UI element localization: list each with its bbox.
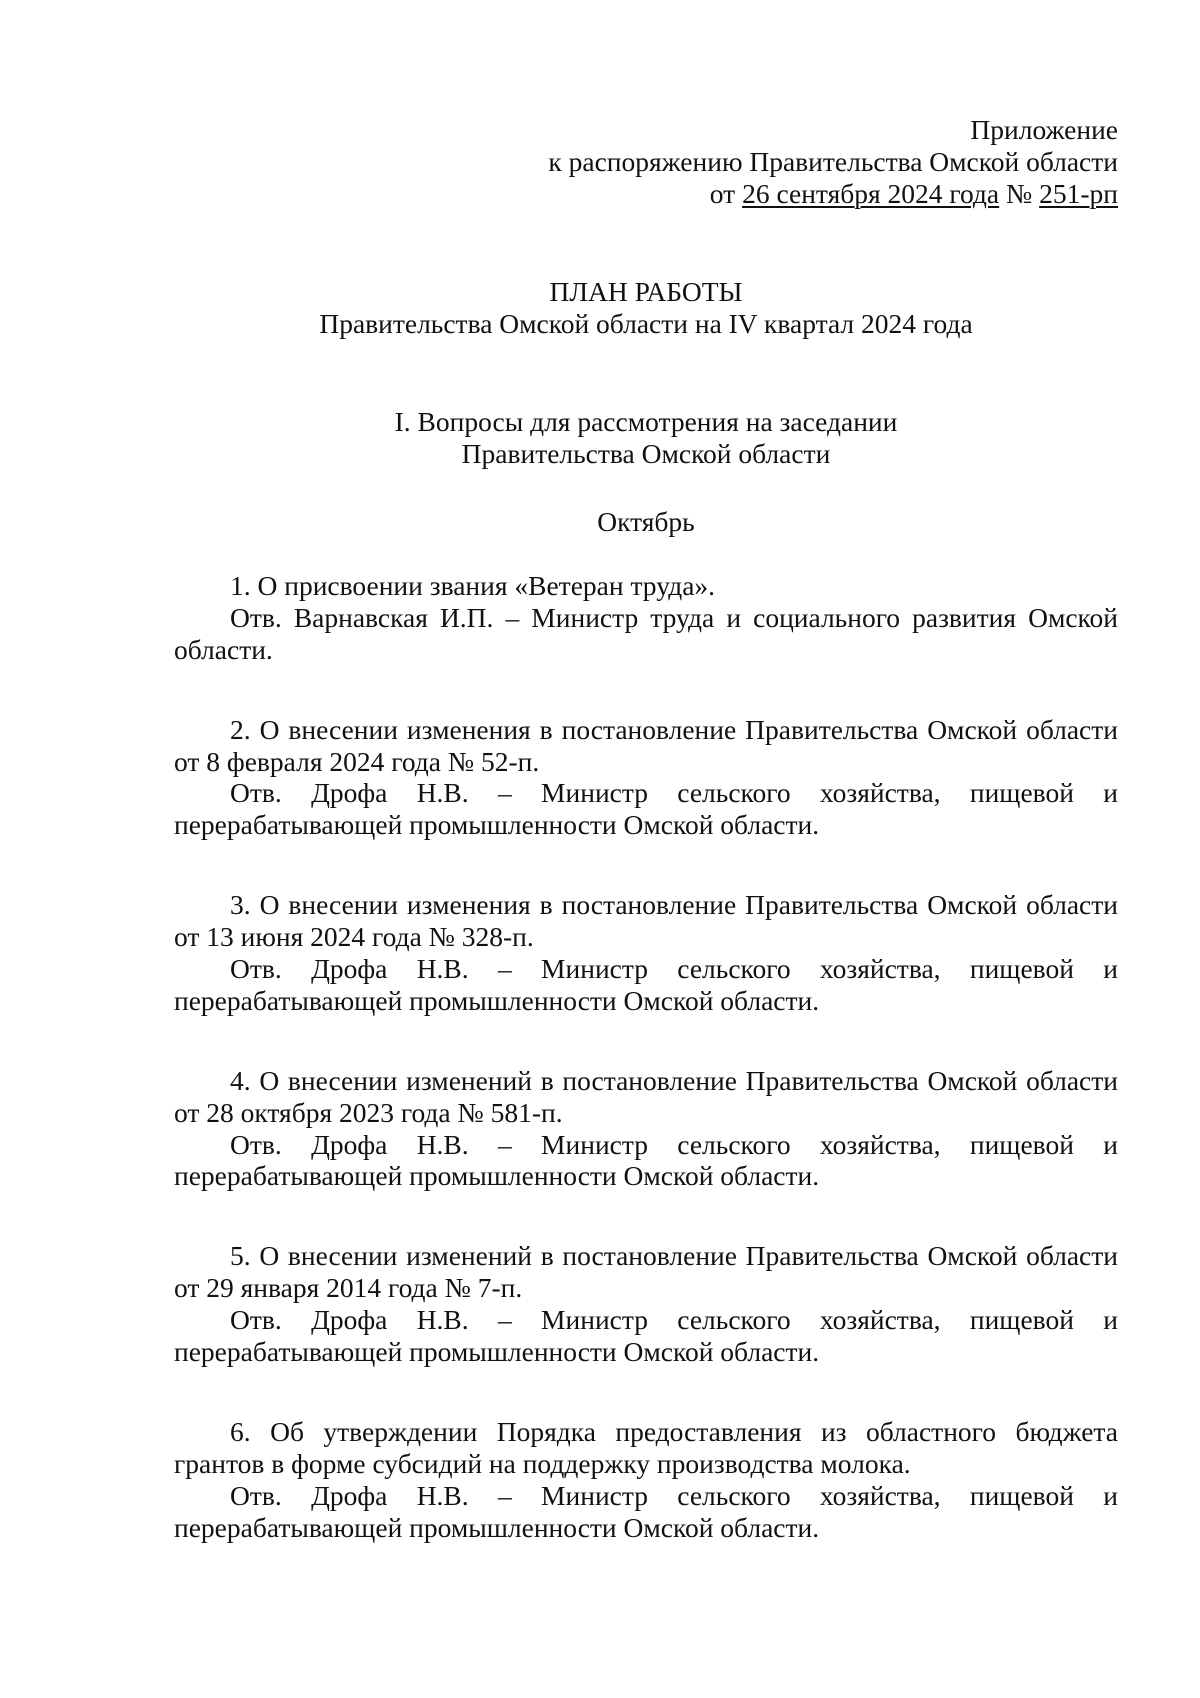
plan-title: ПЛАН РАБОТЫ xyxy=(549,276,743,307)
annex-reference: к распоряжению Правительства Омской области xyxy=(548,145,1118,177)
agenda-item-responsible: Отв. Дрофа Н.В. – Министр сельского хозяйства, пищевой и перерабатывающей промышленности Омской области. xyxy=(174,1304,1118,1368)
section-heading xyxy=(174,406,1118,470)
agenda-item-text: 1. О присвоении звания «Ветеран труда». xyxy=(230,570,716,601)
annex-from: от xyxy=(709,177,736,209)
annex-number: 251-рп xyxy=(1039,177,1118,209)
section-heading-line2: Правительства Омской области xyxy=(461,437,831,469)
agenda-item-responsible: Отв. Дрофа Н.В. – Министр сельского хозяйства, пищевой и перерабатывающей промышленности Омской области. xyxy=(174,777,1118,841)
agenda-item-responsible: Отв. Дрофа Н.В. – Министр сельского хозяйства, пищевой и перерабатывающей промышленности Омской области. xyxy=(174,1128,1118,1192)
document-page xyxy=(174,0,1118,1698)
annex-header xyxy=(548,114,1118,210)
agenda-item-6 xyxy=(174,1416,1118,1544)
agenda-item-responsible: Отв. Дрофа Н.В. – Министр сельского хозяйства, пищевой и перерабатывающей промышленности Омской области. xyxy=(174,1479,1118,1543)
month-heading: Октябрь xyxy=(597,506,695,537)
agenda-item-3 xyxy=(174,889,1118,1017)
agenda-item-4 xyxy=(174,1065,1118,1193)
agenda-item-text: 5. О внесении изменений в постановление Правительства Омской области от 29 января 2014 года № 7-п. xyxy=(174,1240,1118,1304)
agenda-item-5 xyxy=(174,1240,1118,1368)
annex-number-sign: № xyxy=(1006,177,1033,209)
annex-date-line xyxy=(548,178,1118,210)
plan-subtitle: Правительства Омской области на IV квартал 2024 года xyxy=(319,307,973,339)
section-heading-line1: I. Вопросы для рассмотрения на заседании xyxy=(394,406,898,437)
plan-title-block xyxy=(174,276,1118,340)
agenda-item-text: 3. О внесении изменения в постановление Правительства Омской области от 13 июня 2024 года № 328-п. xyxy=(174,889,1118,953)
annex-date: 26 сентября 2024 года xyxy=(742,177,1000,209)
agenda-list xyxy=(174,570,1118,1591)
agenda-item-1 xyxy=(174,570,1118,666)
agenda-item-responsible: Отв. Дрофа Н.В. – Министр сельского хозяйства, пищевой и перерабатывающей промышленности Омской области. xyxy=(174,953,1118,1016)
agenda-item-text: 6. Об утверждении Порядка предоставления из областного бюджета грантов в форме субсидий на поддержку производства молока. xyxy=(174,1415,1118,1479)
agenda-item-responsible: Отв. Варнавская И.П. – Министр труда и социального развития Омской области. xyxy=(174,601,1118,665)
annex-title: Приложение xyxy=(970,114,1118,145)
agenda-item-text: 2. О внесении изменения в постановление Правительства Омской области от 8 февраля 2024 года № 52-п. xyxy=(174,713,1118,777)
agenda-item-text: 4. О внесении изменений в постановление Правительства Омской области от 28 октября 2023 года № 581-п. xyxy=(174,1064,1118,1128)
agenda-item-2 xyxy=(174,714,1118,842)
